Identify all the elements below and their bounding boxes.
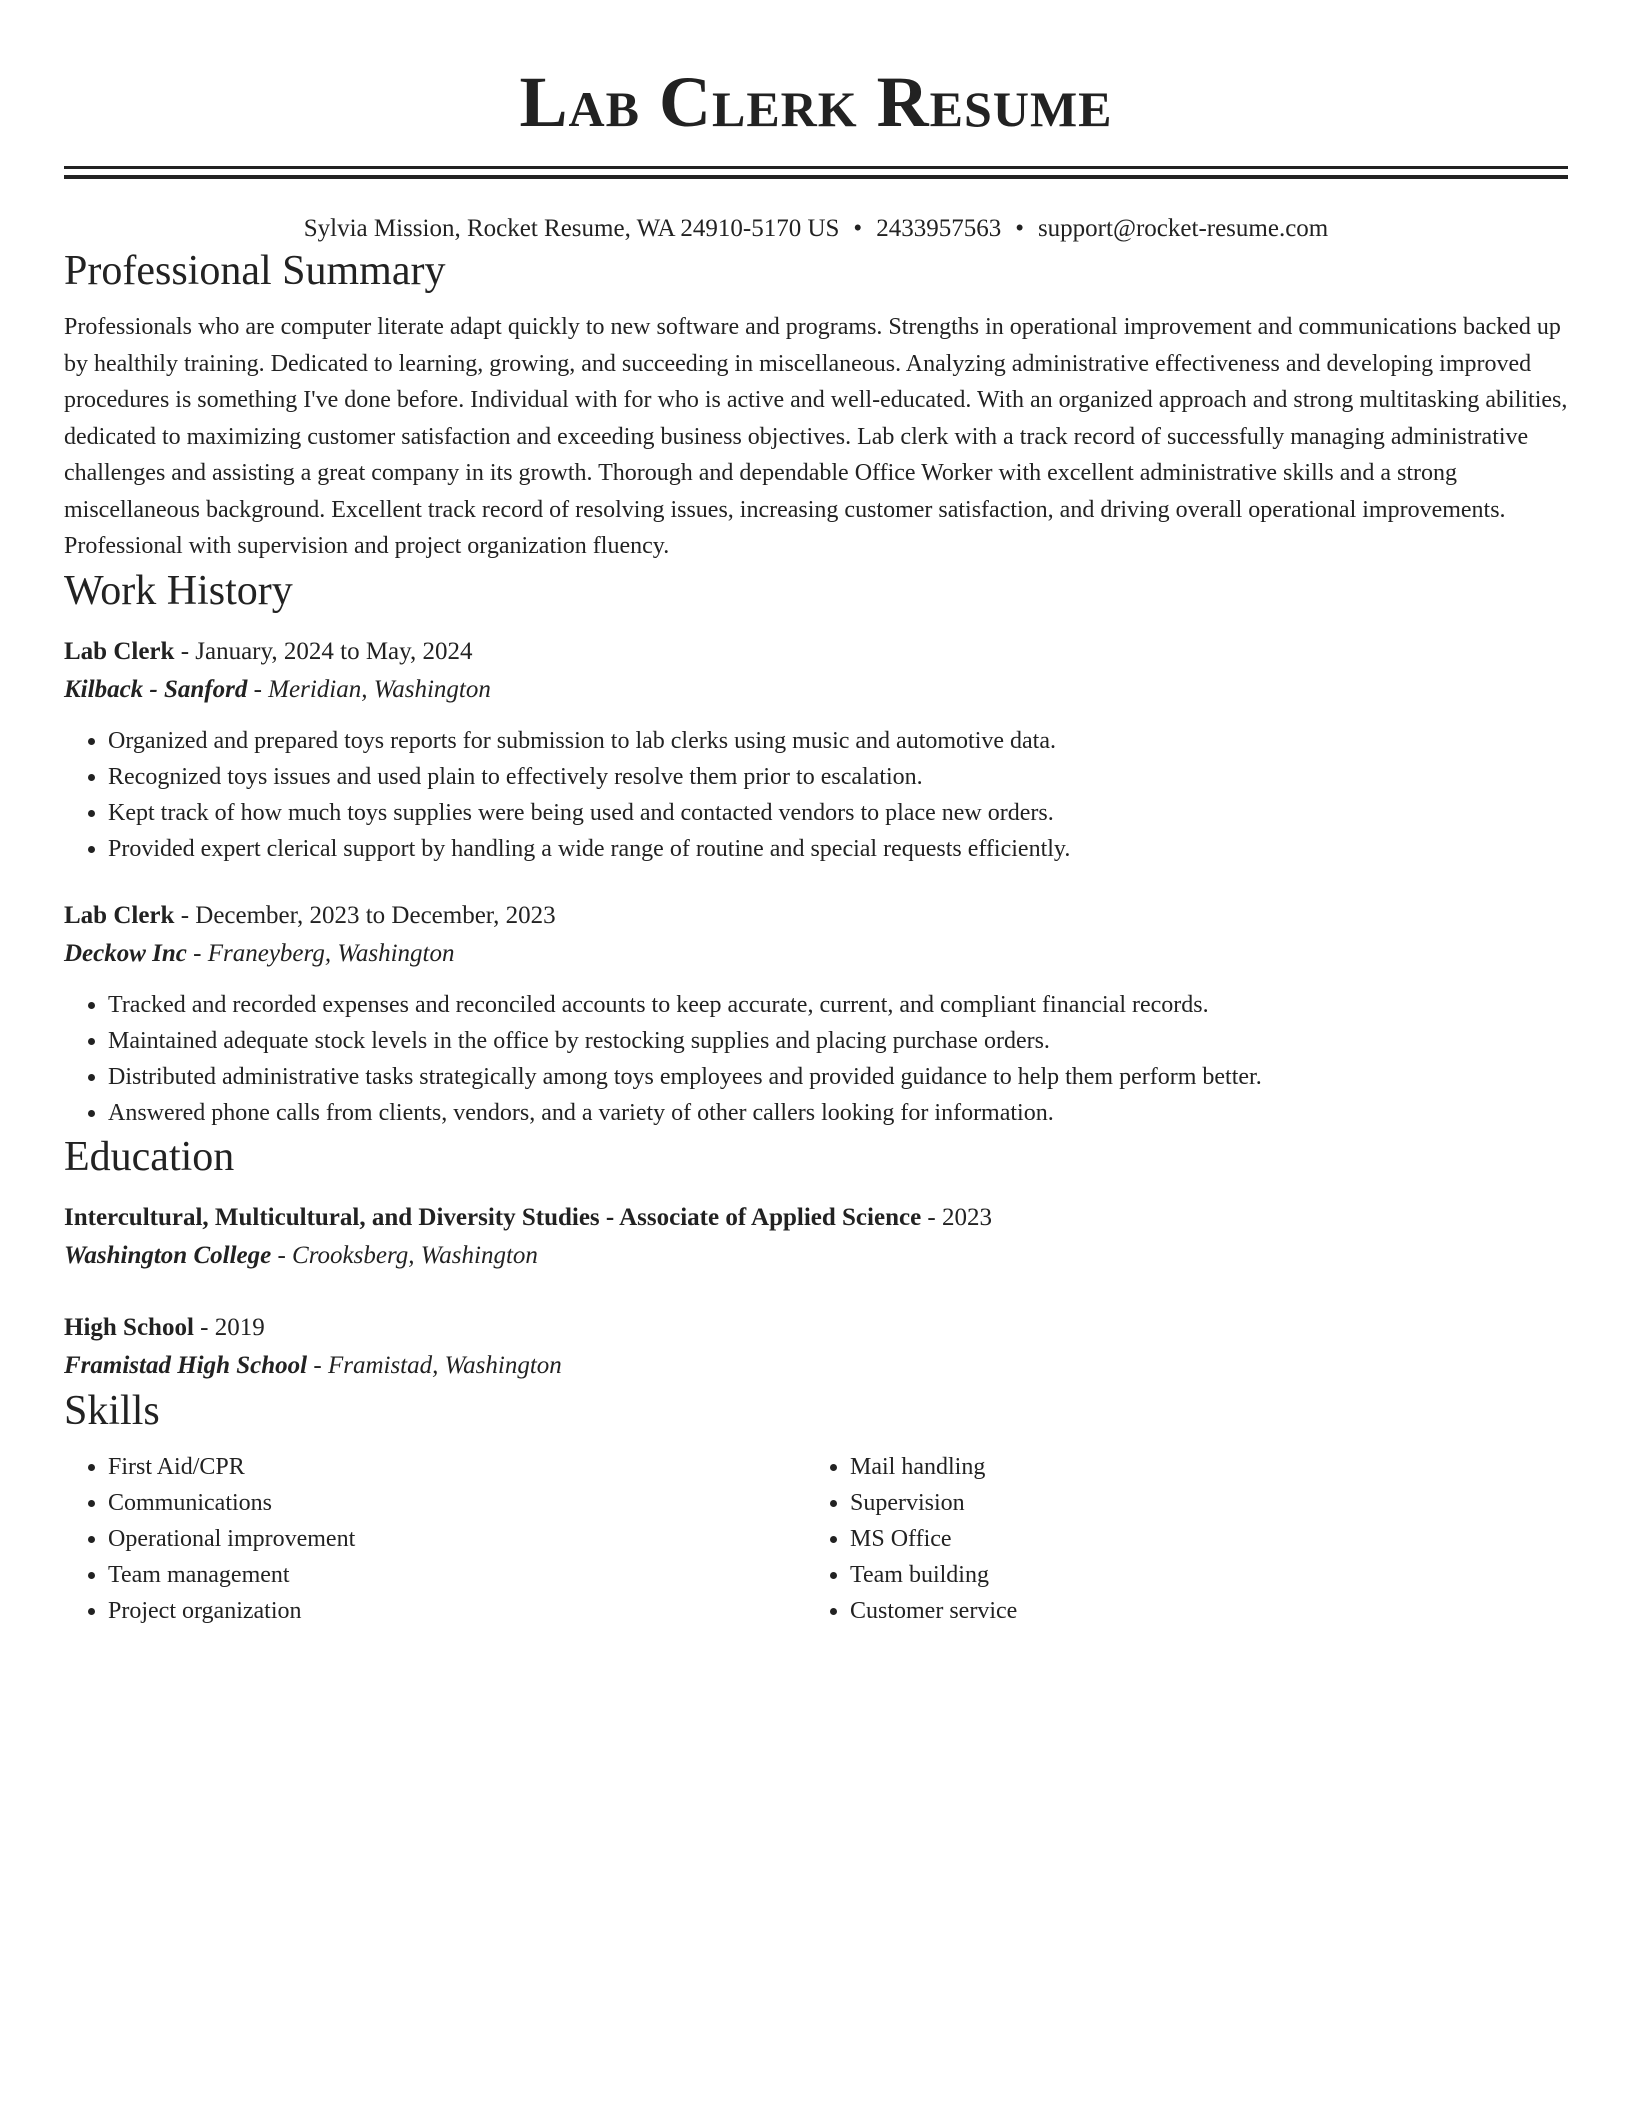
job-title-line	[64, 633, 1568, 671]
skill-item: • Project organization	[108, 1593, 806, 1629]
skills-grid	[64, 1449, 1568, 1629]
skill-item: • Supervision	[850, 1485, 1548, 1521]
school-line	[64, 1347, 1568, 1385]
school-name: Washington College	[64, 1241, 272, 1269]
list-item: • Distributed administrative tasks strategically among toys employees and provided guidance to help them perform better.	[108, 1059, 1568, 1095]
list-item: • Kept track of how much toys supplies were being used and contacted vendors to place new orders.	[108, 795, 1568, 831]
contact-separator: •	[853, 215, 863, 242]
skill-item: • Team building	[850, 1557, 1548, 1593]
degree-title: Intercultural, Multicultural, and Diversity Studies - Associate of Applied Science	[64, 1203, 922, 1231]
contact-address: Sylvia Mission, Rocket Resume, WA 24910-5170 US	[303, 215, 840, 242]
contact-email: support@rocket-resume.com	[1037, 215, 1329, 242]
list-item: • Recognized toys issues and used plain to effectively resolve them prior to escalation.	[108, 759, 1568, 795]
degree-line	[64, 1309, 1568, 1347]
skill-item: • Customer service	[850, 1593, 1548, 1629]
job-entry	[64, 897, 1568, 1131]
school-location: - Crooksberg, Washington	[271, 1241, 538, 1269]
list-item: • Organized and prepared toys reports for submission to lab clerks using music and automotive data.	[108, 723, 1568, 759]
degree-year: - 2023	[921, 1203, 992, 1231]
job-title: Lab Clerk	[64, 901, 175, 929]
job-dates: - December, 2023 to December, 2023	[174, 901, 556, 929]
list-item: • Answered phone calls from clients, vendors, and a variety of other callers looking for information.	[108, 1095, 1568, 1131]
skills-list	[64, 1449, 806, 1629]
contact-phone: 2433957563	[876, 215, 1002, 242]
degree-year: - 2019	[193, 1313, 265, 1341]
skill-item: • First Aid/CPR	[108, 1449, 806, 1485]
education-heading: Education	[64, 1133, 235, 1180]
work-history-heading: Work History	[64, 567, 293, 614]
summary-heading: Professional Summary	[64, 248, 446, 294]
skill-item: • Mail handling	[850, 1449, 1548, 1485]
job-bullets	[64, 723, 1568, 867]
skill-item: • Team management	[108, 1557, 806, 1593]
title-divider-bottom	[64, 175, 1568, 179]
job-title: Lab Clerk	[64, 637, 175, 665]
skill-item: • MS Office	[850, 1521, 1548, 1557]
skills-heading: Skills	[64, 1387, 160, 1434]
contact-line	[64, 213, 1568, 245]
skill-item: • Operational improvement	[108, 1521, 806, 1557]
degree-line	[64, 1199, 1568, 1237]
education-entry	[64, 1309, 1568, 1385]
list-item: • Maintained adequate stock levels in the office by restocking supplies and placing purchase orders.	[108, 1023, 1568, 1059]
summary-text: Professionals who are computer literate adapt quickly to new software and programs. Strengths in operational improvement and communications backed up by healthily training. Dedicated to learning, growing, and succeeding in miscellaneous. Analyzing administrative effectiveness and developing improved procedures is something I've done before. Individual with for who is active and well-educated. With an organized approach and strong multitasking abilities, dedicated to maximizing customer satisfaction and exceeding business objectives. Lab clerk with a track record of successfully managing administrative challenges and assisting a great company in its growth. Thorough and dependable Office Worker with excellent administrative skills and a strong miscellaneous background. Excellent track record of resolving issues, increasing customer satisfaction, and driving overall operational improvements. Professional with supervision and project organization fluency.	[64, 314, 1568, 559]
job-title-line	[64, 897, 1568, 935]
title-divider-top	[64, 166, 1568, 169]
degree-title: High School	[64, 1313, 194, 1341]
skills-list	[806, 1449, 1548, 1629]
school-location: - Framistad, Washington	[307, 1351, 562, 1379]
job-dates: - January, 2024 to May, 2024	[174, 637, 473, 665]
job-company-line	[64, 935, 1568, 973]
school-line	[64, 1237, 1568, 1275]
job-company: Deckow Inc	[64, 939, 187, 967]
job-bullets	[64, 987, 1568, 1131]
job-location: - Franeyberg, Washington	[186, 939, 455, 967]
school-name: Framistad High School	[64, 1351, 308, 1379]
job-company-line	[64, 671, 1568, 709]
contact-separator: •	[1015, 215, 1024, 242]
job-entry	[64, 633, 1568, 867]
skills-column-right	[806, 1449, 1548, 1629]
job-location: - Meridian, Washington	[247, 675, 491, 703]
resume-title: Lab Clerk Resume	[519, 62, 1113, 142]
skills-column-left	[64, 1449, 806, 1629]
education-entry	[64, 1199, 1568, 1275]
skill-item: • Communications	[108, 1485, 806, 1521]
list-item: • Tracked and recorded expenses and reconciled accounts to keep accurate, current, and compliant financial records.	[108, 987, 1568, 1023]
list-item: • Provided expert clerical support by handling a wide range of routine and special requests efficiently.	[108, 831, 1568, 867]
job-company: Kilback - Sanford	[64, 675, 248, 703]
